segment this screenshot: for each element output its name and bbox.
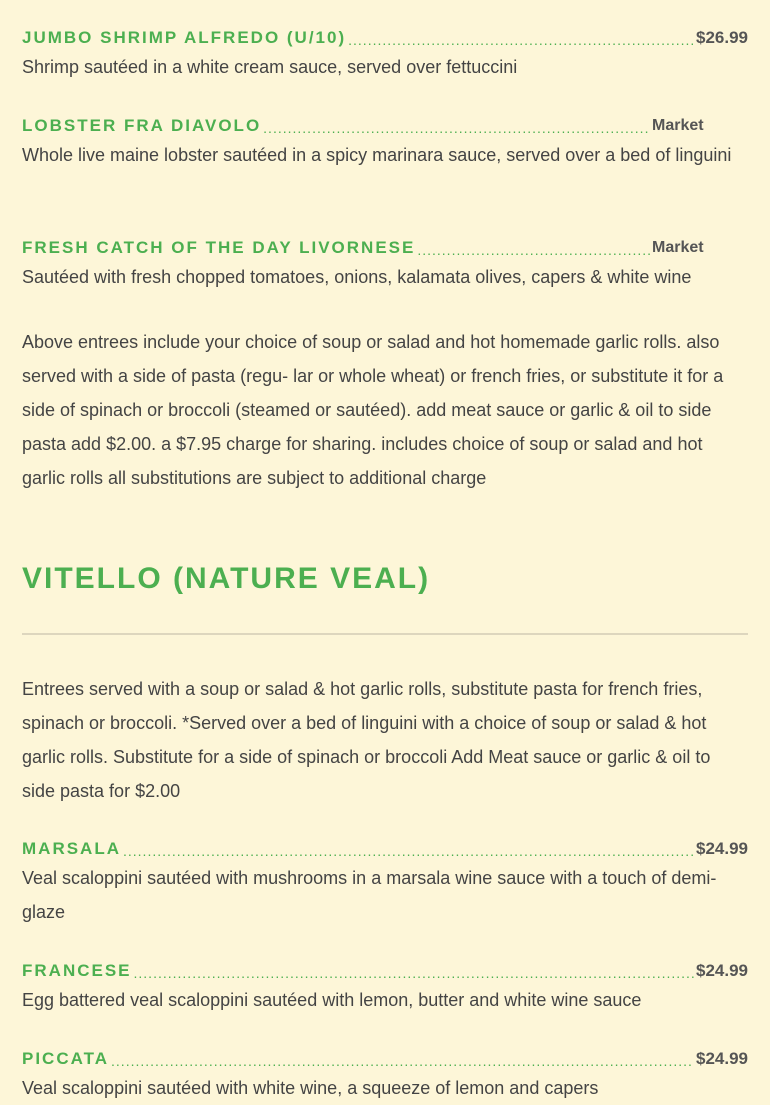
dot-leader: [417, 240, 650, 260]
menu-item-francese: [22, 959, 748, 1017]
section-note: Entrees served with a soup or salad & hot garlic rolls, substitute pasta for french fries, spinach or broccoli. *Served over a bed of linguini with a choice of soup or salad & hot garlic rolls. Substitute for a side of spinach or broccoli Add Meat sauce or garlic & oil to side pasta for $2.00: [22, 679, 711, 801]
menu-item-marsala: [22, 837, 748, 929]
menu-item-lobster-fra-diavolo: [22, 114, 748, 172]
item-name: MARSALA: [22, 839, 121, 858]
item-description: Whole live maine lobster sautéed in a spicy marinara sauce, served over a bed of linguini: [22, 145, 732, 165]
item-description: Veal scaloppini sautéed with white wine, a squeeze of lemon and capers: [22, 1078, 599, 1098]
menu-item-piccata: [22, 1047, 748, 1105]
item-description: Shrimp sautéed in a white cream sauce, served over fettuccini: [22, 57, 518, 77]
section-title: VITELLO (NATURE VEAL): [22, 562, 431, 595]
item-description: Veal scaloppini sautéed with mushrooms in a marsala wine sauce with a touch of demi-glaze: [22, 868, 717, 922]
item-price: $24.99: [696, 961, 748, 980]
item-price: $24.99: [696, 839, 748, 858]
dot-leader: [348, 30, 694, 50]
dot-leader: [123, 841, 694, 861]
item-name: JUMBO SHRIMP ALFREDO (U/10): [22, 28, 347, 47]
section-divider: [22, 633, 748, 635]
item-price: $26.99: [696, 28, 748, 47]
dot-leader: [111, 1051, 694, 1071]
dot-leader: [263, 118, 650, 138]
item-name: FRESH CATCH OF THE DAY LIVORNESE: [22, 238, 416, 257]
item-name: LOBSTER FRA DIAVOLO: [22, 116, 262, 135]
dot-leader: [134, 963, 694, 983]
item-description: Egg battered veal scaloppini sautéed with lemon, butter and white wine sauce: [22, 990, 642, 1010]
item-price: Market: [652, 239, 704, 256]
item-price: Market: [652, 117, 704, 134]
menu-item-fresh-catch-livornese: [22, 236, 748, 294]
item-name: PICCATA: [22, 1049, 110, 1068]
item-price: $24.99: [696, 1049, 748, 1068]
item-name: FRANCESE: [22, 961, 132, 980]
entree-note: Above entrees include your choice of soup or salad and hot homemade garlic rolls. also served with a side of pasta (regu- lar or whole wheat) or french fries, or substitute it for a side of spinach or broccoli (steamed or sautéed). add meat sauce or garlic & oil to side pasta add $2.00. a $7.95 charge for sharing. includes choice of soup or salad and hot garlic rolls all substitutions are subject to additional charge: [22, 332, 724, 488]
menu-item-jumbo-shrimp-alfredo: [22, 26, 748, 84]
item-description: Sautéed with fresh chopped tomatoes, onions, kalamata olives, capers & white wine: [22, 267, 692, 287]
